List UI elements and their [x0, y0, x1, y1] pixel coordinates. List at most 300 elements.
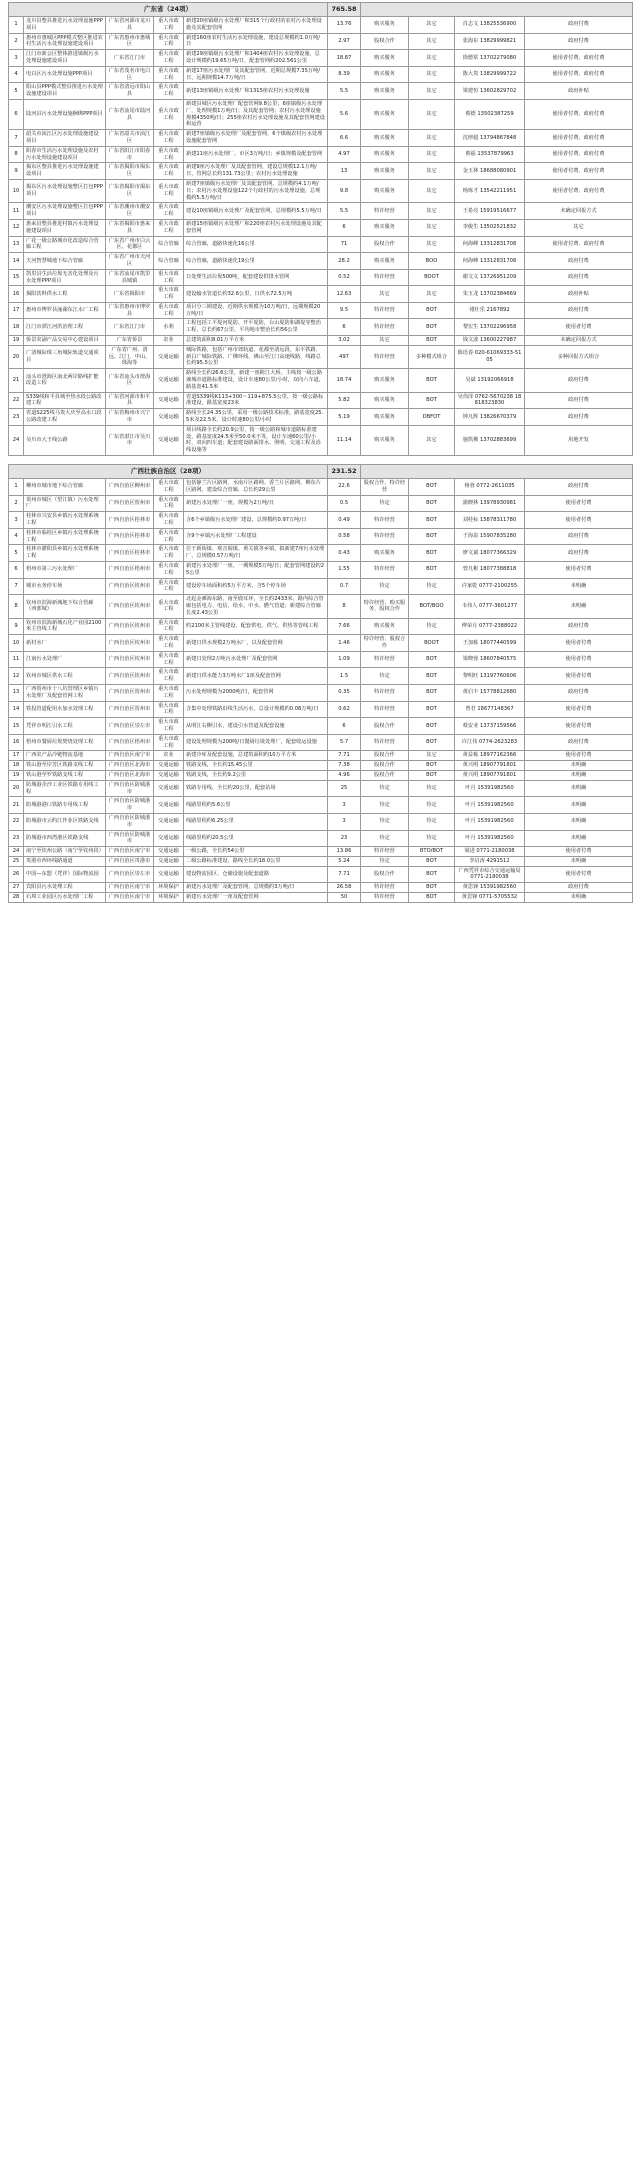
cell-category: 重大市政工程 [154, 512, 184, 529]
table-row [9, 734, 633, 751]
table-row [9, 893, 633, 903]
cell-contact: 梁晓蓉 18607840575 [455, 651, 525, 668]
cell-no: 19 [9, 336, 24, 346]
cell-return: 未明确 [525, 856, 633, 866]
document [8, 2, 632, 903]
cell-investment: 13.76 [328, 17, 361, 34]
cell-no: 21 [9, 797, 24, 814]
cell-contact: 肖志文 13825536900 [455, 17, 525, 34]
cell-location: 广西自治区防城港市 [106, 780, 154, 797]
cell-investment: 1.55 [328, 562, 361, 579]
cell-return: 政府付费 [525, 618, 633, 635]
cell-no: 1 [9, 479, 24, 496]
cell-location: 广东省清远市阳山县 [106, 83, 154, 100]
cell-content: 工程包括工平堤河堤防、开平堤防，台山堤防和湖堤等整治工程，总长约67公里，平均地市整治长约56公里 [184, 319, 328, 336]
cell-investment: 5.24 [328, 856, 361, 866]
cell-no: 6 [9, 99, 24, 129]
cell-contact: 蔡福 13537879963 [455, 146, 525, 163]
cell-name: 潮安区污水处理设施整区打包PPP项目 [24, 203, 106, 220]
cell-content: 项目分三期建设，近期供水规模为10万吨/日，远期规模20万吨/日 [184, 302, 328, 319]
cell-category: 重大市政工程 [154, 286, 184, 303]
cell-investment: 25 [328, 780, 361, 797]
cell-contact: 黄思锋 15391982560 [455, 883, 525, 893]
table-row [9, 562, 633, 579]
cell-operation: BOT [409, 369, 455, 392]
cell-no: 23 [9, 830, 24, 847]
cell-contact: 沈律超 13794867848 [455, 130, 525, 147]
cell-location: 广东省江门市 [106, 319, 154, 336]
cell-name: 防城港市云约江作业区铁路支线 [24, 813, 106, 830]
cell-location: 广东省揭阳市揭东区 [106, 163, 154, 180]
table-row [9, 336, 633, 346]
cell-investment: 8.39 [328, 66, 361, 83]
cell-investment: 50 [328, 893, 361, 903]
cell-contact: 李启涛 4291512 [455, 856, 525, 866]
cell-no: 17 [9, 751, 24, 761]
cell-category: 重大市政工程 [154, 203, 184, 220]
cell-content: 新建日处理2万吨污水处理厂及配套管网 [184, 651, 328, 668]
cell-investment: 9.8 [328, 179, 361, 202]
cell-category: 重大市政工程 [154, 479, 184, 496]
cell-contact: 叶月 15391982560 [455, 813, 525, 830]
cell-contact: 杨炼才 13542211951 [455, 179, 525, 202]
cell-method: 待定 [361, 780, 409, 797]
cell-investment: 13 [328, 163, 361, 180]
table-row [9, 146, 633, 163]
cell-return: 政府付费 [525, 392, 633, 409]
cell-content: 线路里程约20.5公里 [184, 830, 328, 847]
cell-investment: 5.5 [328, 83, 361, 100]
cell-method: 购买服务 [361, 17, 409, 34]
cell-investment: 71 [328, 236, 361, 253]
table-row [9, 528, 633, 545]
table-row [9, 479, 633, 496]
cell-location: 广东省潮州市潮安区 [106, 203, 154, 220]
cell-location: 广西自治区防城港市 [106, 797, 154, 814]
cell-name: 桂林市灌阳县乡镇污水处理系统工程 [24, 545, 106, 562]
cell-no: 18 [9, 761, 24, 771]
cell-return: 政府补贴 [525, 286, 633, 303]
section-title: 广西壮族自治区（28项） [9, 465, 328, 479]
cell-location: 广西自治区贵港市 [106, 856, 154, 866]
cell-category: 交通运输 [154, 813, 184, 830]
cell-contact: 叶月 15391982560 [455, 780, 525, 797]
cell-contact: 叶月 15391982560 [455, 797, 525, 814]
cell-contact: 梁进 0771-2180038 [455, 847, 525, 857]
cell-contact: 于海泉 15907835280 [455, 528, 525, 545]
cell-operation: 其它 [409, 17, 455, 34]
cell-operation: 其它 [409, 286, 455, 303]
cell-method: 特许经营 [361, 847, 409, 857]
cell-location: 广西自治区防城港市 [106, 813, 154, 830]
cell-contact: 吴伟泽 0762-5670238 18818323830 [455, 392, 525, 409]
cell-method: 购买服务 [361, 253, 409, 270]
cell-method: 股权合作 [361, 718, 409, 735]
cell-category: 重大市政工程 [154, 684, 184, 701]
cell-location: 广东省侨景 [106, 336, 154, 346]
cell-contact: 王希亮 15919516677 [455, 203, 525, 220]
cell-no: 20 [9, 345, 24, 368]
cell-method: 购买服务 [361, 50, 409, 67]
table-row [9, 578, 633, 595]
table-row [9, 17, 633, 34]
cell-location: 广东省广州市白云区、花都区 [106, 236, 154, 253]
cell-investment: 2.97 [328, 33, 361, 50]
cell-content: 从明江右侧引水，建设引水管道及配套设施 [184, 718, 328, 735]
cell-content: 新建日供水能力3万吨水厂1座及配套管网 [184, 668, 328, 685]
cell-category: 重大市政工程 [154, 495, 184, 512]
cell-category: 交通运输 [154, 770, 184, 780]
cell-location: 广西自治区贺州市 [106, 495, 154, 512]
cell-method: 购买服务 [361, 545, 409, 562]
cell-no: 14 [9, 701, 24, 718]
table-row [9, 780, 633, 797]
cell-contact: 许江伟 0774-2623283 [455, 734, 525, 751]
cell-method: 特许经营 [361, 203, 409, 220]
cell-category: 环境保护 [154, 883, 184, 893]
cell-investment: 3 [328, 797, 361, 814]
cell-location: 广东省揭阳市揭东区 [106, 179, 154, 202]
cell-name: 广清城际珠三角城际轨道交通项目 [24, 345, 106, 368]
cell-method: 待定 [361, 813, 409, 830]
cell-category: 水利 [154, 319, 184, 336]
cell-contact: 吴斌 13192066918 [455, 369, 525, 392]
cell-name: 惠来县整县推进村镇污水处理设施建设项目 [24, 219, 106, 236]
table-row [9, 512, 633, 529]
cell-content: 一级公路，全长约54公里 [184, 847, 328, 857]
table-body [9, 3, 633, 903]
cell-no: 22 [9, 813, 24, 830]
cell-method: 股权合作 [361, 751, 409, 761]
cell-method: 特许经营、购买服务、股权合作 [361, 595, 409, 618]
cell-operation: BOT [409, 651, 455, 668]
cell-content: 建设10座镇级污水处理厂及配套管网，总规模约5.5万吨/日 [184, 203, 328, 220]
cell-contact: 陈语春 020-61069333-5105 [455, 345, 525, 368]
cell-investment: 0.5 [328, 495, 361, 512]
cell-return: 未确定回报方式 [525, 203, 633, 220]
table-row [9, 718, 633, 735]
cell-category: 重大市政工程 [154, 66, 184, 83]
cell-return: 使用者付费 [525, 668, 633, 685]
table-row [9, 830, 633, 847]
cell-category: 重大市政工程 [154, 528, 184, 545]
cell-content: 综合管廊，道路快速化19公里 [184, 253, 328, 270]
cell-contact: 黎宏生 13702296958 [455, 319, 525, 336]
cell-return: 未明确 [525, 578, 633, 595]
section-total: 765.58 [328, 3, 361, 17]
cell-category: 重大市政工程 [154, 651, 184, 668]
cell-return: 使用者付费、政府付费 [525, 179, 633, 202]
cell-content: 新建冷库及配套设施，总建筑面积约10万平方米 [184, 751, 328, 761]
cell-no: 8 [9, 595, 24, 618]
cell-return: 政府付费 [525, 369, 633, 392]
cell-name: 钦州市滨海新城地下综合管廊（西部城） [24, 595, 106, 618]
cell-content: 新建15座镇级污水处理厂和220座农村污水处理设施及其配套管网 [184, 219, 328, 236]
cell-location: 广西自治区钦州市 [106, 651, 154, 668]
cell-operation: BOT [409, 319, 455, 336]
cell-contact: 刘桂标 15878311780 [455, 512, 525, 529]
cell-investment: 8 [328, 595, 361, 618]
cell-no: 11 [9, 203, 24, 220]
cell-investment: 0.43 [328, 545, 361, 562]
cell-content: 铁路支线，全长约9.2公里 [184, 770, 328, 780]
cell-method: 股权合作 [361, 236, 409, 253]
cell-category: 重大市政工程 [154, 33, 184, 50]
cell-investment: 18.74 [328, 369, 361, 392]
cell-investment: 28.2 [328, 253, 361, 270]
cell-location: 广西自治区桂林市 [106, 512, 154, 529]
cell-operation: 待定 [409, 780, 455, 797]
cell-investment: 5.19 [328, 409, 361, 426]
cell-method: 特许经营 [361, 269, 409, 286]
cell-content: 新建污水处理厂一座，一期规模5万吨/日；配套管网建设约25公里 [184, 562, 328, 579]
cell-return: 使用者付费 [525, 651, 633, 668]
table-row [9, 701, 633, 718]
cell-category: 重大市政工程 [154, 545, 184, 562]
cell-category: 重大市政工程 [154, 635, 184, 652]
cell-category: 重大市政工程 [154, 734, 184, 751]
table-row [9, 761, 633, 771]
cell-method: 购买服务 [361, 146, 409, 163]
cell-content: 建设处理规模为200吨/日餐厨垃圾处理厂，配套收运设施 [184, 734, 328, 751]
table-row [9, 219, 633, 236]
section-total: 231.52 [328, 465, 361, 479]
cell-investment: 3 [328, 813, 361, 830]
cell-operation: 其它 [409, 163, 455, 180]
table-row [9, 286, 633, 303]
cell-method: 购买服务 [361, 66, 409, 83]
table-row [9, 302, 633, 319]
cell-location: 广东省梅州市兴宁市 [106, 409, 154, 426]
cell-name: 江南污水处理厂 [24, 651, 106, 668]
cell-contact: 施凯佛 13702883699 [455, 425, 525, 455]
cell-return: 使用者付费 [525, 495, 633, 512]
cell-operation: BOT [409, 336, 455, 346]
cell-return: 使用者付费 [525, 635, 633, 652]
cell-no: 5 [9, 83, 24, 100]
cell-location: 广西自治区梧州市 [106, 562, 154, 579]
cell-operation: 其它 [409, 130, 455, 147]
cell-contact: 黄兴明 18907791801 [455, 770, 525, 780]
cell-method: 购买服务 [361, 409, 409, 426]
cell-operation: BOT [409, 684, 455, 701]
cell-name: 防城港企沙工业区铁路专用线工程 [24, 780, 106, 797]
cell-name: S339线和平县城至热水段公路改建工程 [24, 392, 106, 409]
cell-return: 多种回报方式组合 [525, 345, 633, 368]
cell-operation: 其它 [409, 219, 455, 236]
cell-location: 广西自治区南宁市 [106, 847, 154, 857]
cell-location: 广西自治区钦州市 [106, 595, 154, 618]
cell-content: 新建17座污水处理厂及其配套管网，近期总规模7.35万吨/日，远期规模14.7万吨/日 [184, 66, 328, 83]
cell-content: 新建污水处理厂一座及配套管网 [184, 893, 328, 903]
cell-contact: 张海东 13829999821 [455, 33, 525, 50]
cell-investment: 5.5 [328, 203, 361, 220]
cell-method: 特许经营 [361, 651, 409, 668]
cell-operation: 其它 [409, 83, 455, 100]
cell-no: 12 [9, 219, 24, 236]
cell-operation: 其它 [409, 146, 455, 163]
cell-category: 重大市政工程 [154, 146, 184, 163]
cell-name: 新村水厂 [24, 635, 106, 652]
table-row [9, 425, 633, 455]
cell-investment: 7.38 [328, 761, 361, 771]
cell-location: 广西自治区北海市 [106, 761, 154, 771]
cell-no: 24 [9, 847, 24, 857]
cell-name: 省道S225线马贵大庆至高水口段公路改建工程 [24, 409, 106, 426]
cell-no: 27 [9, 883, 24, 893]
cell-no: 3 [9, 50, 24, 67]
cell-operation: BOT [409, 562, 455, 579]
cell-location: 广东省茂名市电白区 [106, 66, 154, 83]
cell-no: 11 [9, 651, 24, 668]
cell-category: 交通运输 [154, 409, 184, 426]
cell-contact: 黎明旺 13197760606 [455, 668, 525, 685]
cell-no: 22 [9, 392, 24, 409]
cell-location: 广西自治区南宁市 [106, 751, 154, 761]
section-header-blank [361, 3, 633, 17]
cell-location: 广东省韶关市浈江区 [106, 130, 154, 147]
cell-no: 3 [9, 512, 24, 529]
cell-content: 新建29座镇级污水处理厂和1404座农村污水处理设施，总设计规模约19.65万吨/日，配套管网约202.561公里 [184, 50, 328, 67]
cell-method: 购买服务 [361, 425, 409, 455]
cell-content: 项目线路全长约20.9公里，按一级公路和城市道路标准建设，路基宽度24.5米至50.0米不等，设计车速60公里/小时，双向四车道；配套建设路面排水、照明、交通工程及沿线设施等 [184, 425, 328, 455]
table-row [9, 684, 633, 701]
table-row [9, 50, 633, 67]
cell-name: 揭东区整县推进污水处理设施建设项目 [24, 163, 106, 180]
cell-operation: 其它 [409, 50, 455, 67]
table-row [9, 866, 633, 883]
section-gap-cell [9, 456, 633, 465]
cell-method: 特许经营 [361, 684, 409, 701]
cell-location: 广东省湛江市吴川市 [106, 425, 154, 455]
table-row [9, 163, 633, 180]
cell-return: 未明确 [525, 761, 633, 771]
cell-operation: BOT [409, 668, 455, 685]
cell-location: 广东省河源市龙川县 [106, 17, 154, 34]
cell-category: 重大市政工程 [154, 163, 184, 180]
cell-method: 待定 [361, 495, 409, 512]
cell-location: 广西自治区桂林市 [106, 545, 154, 562]
cell-no: 18 [9, 319, 24, 336]
table-row [9, 319, 633, 336]
cell-location: 广西自治区崇左市 [106, 866, 154, 883]
cell-location: 广西自治区贺州市 [106, 684, 154, 701]
cell-no: 9 [9, 163, 24, 180]
cell-category: 重大市政工程 [154, 50, 184, 67]
cell-return: 政府补贴 [525, 83, 633, 100]
cell-investment: 1.46 [328, 635, 361, 652]
cell-no: 5 [9, 545, 24, 562]
cell-return: 使用者付费、政府付费 [525, 163, 633, 180]
cell-contact: 傅荣月 0777-2388022 [455, 618, 525, 635]
cell-method: 特许经营 [361, 562, 409, 579]
cell-name: 石埠工业园区污水处理厂工程 [24, 893, 106, 903]
cell-return: 政府付费 [525, 33, 633, 50]
cell-method: 特许经营 [361, 701, 409, 718]
cell-name: 陆河县污水处理设施捆绑PPP项目 [24, 99, 106, 129]
cell-method: 特许经营、股权合作 [361, 635, 409, 652]
cell-name: 宾阳县污水处理工程 [24, 883, 106, 893]
cell-return: 使用者付费、政府付费 [525, 66, 633, 83]
cell-return: 政府付费 [525, 734, 633, 751]
cell-name: 钦州市城区供水工程 [24, 668, 106, 685]
cell-operation: 多种模式组合 [409, 345, 455, 368]
cell-content: 包括静兰片区路网、水南片区路网、香兰片区路网、柳东片区路网，建设综合管廊，总长约29公里 [184, 479, 328, 496]
cell-content: 日处理生活垃圾500吨，配套建设供排水管网 [184, 269, 328, 286]
cell-operation: BOT [409, 893, 455, 903]
cell-return: 政府付费 [525, 545, 633, 562]
table-row [9, 409, 633, 426]
cell-name: 天河智慧城地下综合管廊 [24, 253, 106, 270]
cell-contact: 钱文波 13600227987 [455, 336, 525, 346]
cell-no: 20 [9, 780, 24, 797]
cell-investment: 0.62 [328, 701, 361, 718]
cell-name: 铁山港至罗铁路支线工程 [24, 770, 106, 780]
cell-operation: 其它 [409, 179, 455, 202]
cell-contact: 广西凭祥市综合交通运输局 0771-2180038 [455, 866, 525, 883]
cell-category: 农业 [154, 751, 184, 761]
cell-return: 未明确 [525, 830, 633, 847]
cell-method: 特许经营 [361, 345, 409, 368]
cell-return: 政府付费 [525, 528, 633, 545]
cell-operation: 其它 [409, 66, 455, 83]
cell-method: 股权合作 [361, 866, 409, 883]
cell-operation: 待定 [409, 797, 455, 814]
table-row [9, 668, 633, 685]
cell-method: 待定 [361, 797, 409, 814]
cell-return: 未明确 [525, 813, 633, 830]
cell-name: 揭东区污水处理设施整区打包PPP项目 [24, 179, 106, 202]
table-row [9, 545, 633, 562]
section-title: 广东省（24项） [9, 3, 328, 17]
cell-content: 路线全长24.35公里，采用一级公路技术标准，路基宽度25.5米及22.5米，设计时速80公里/小时 [184, 409, 328, 426]
cell-name: 贵港市西环线路通道 [24, 856, 106, 866]
table-row [9, 369, 633, 392]
cell-contact: 何海峰 13312831708 [455, 236, 525, 253]
cell-return: 使用者付费、政府付费 [525, 236, 633, 253]
cell-operation: BOT [409, 512, 455, 529]
cell-name: 阳山县PPP模式整县推进污水处理设施建设项目 [24, 83, 106, 100]
cell-location: 广东省揭阳市惠来县 [106, 219, 154, 236]
cell-category: 交通运输 [154, 856, 184, 866]
cell-no: 9 [9, 618, 24, 635]
cell-content: 综合管廊，道路快速化16公里 [184, 236, 328, 253]
cell-name: 防城港市西湾港区铁路支线 [24, 830, 106, 847]
cell-contact: 黄启丰 15778812680 [455, 684, 525, 701]
cell-operation: BOT [409, 302, 455, 319]
cell-no: 7 [9, 578, 24, 595]
cell-contact: 黄思锋 0771-5705532 [455, 893, 525, 903]
cell-return: 使用者付费 [525, 701, 633, 718]
cell-category: 交通运输 [154, 780, 184, 797]
cell-method: 特许经营 [361, 734, 409, 751]
cell-investment: 0.7 [328, 578, 361, 595]
cell-investment: 7.71 [328, 866, 361, 883]
cell-category: 重大市政工程 [154, 83, 184, 100]
project-table [8, 2, 633, 903]
cell-content: 铁路支线，全长约15.45公里 [184, 761, 328, 771]
cell-no: 25 [9, 856, 24, 866]
cell-category: 交通运输 [154, 425, 184, 455]
cell-name: 凭祥市明江引水工程 [24, 718, 106, 735]
cell-return: 使用者付费 [525, 562, 633, 579]
cell-content: 含集中处理铁路沿线生活污水，总设计规模约0.08万吨/日 [184, 701, 328, 718]
cell-category: 交通运输 [154, 761, 184, 771]
cell-content: 新建13座镇级污水处理厂和1315座农村污水处理设施 [184, 83, 328, 100]
cell-operation: BOO [409, 253, 455, 270]
table-row [9, 618, 633, 635]
cell-content: 约2100米主管线建设，配套供电、供气、供热等管线工程 [184, 618, 328, 635]
